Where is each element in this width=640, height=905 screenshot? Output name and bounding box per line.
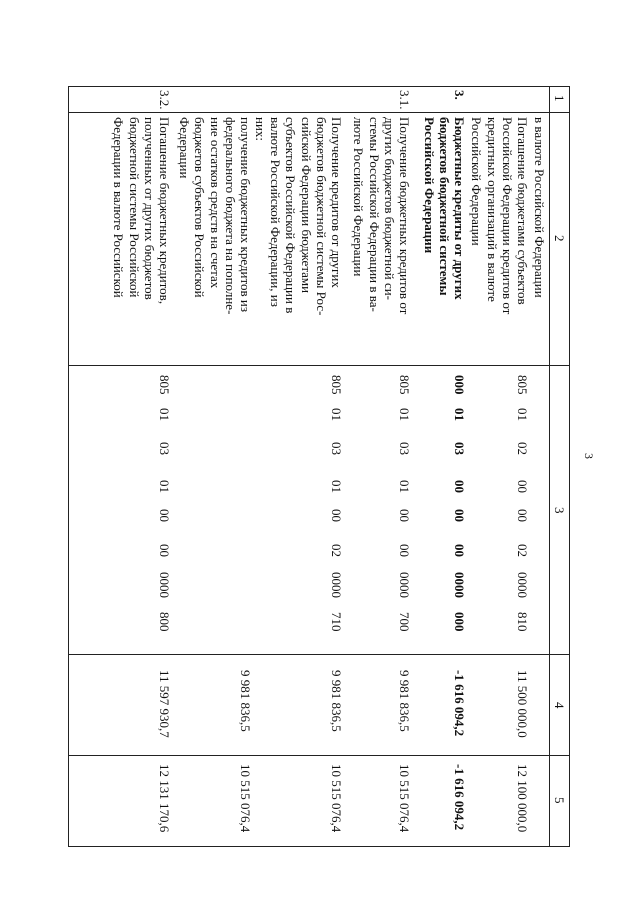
value-col-4: 9 981 836,5 <box>397 670 412 732</box>
budget-code-part: 00 <box>329 509 344 522</box>
budget-code-part: 00 <box>397 509 412 522</box>
budget-code-part: 00 <box>452 509 467 522</box>
value-col-4: -1 616 094,2 <box>452 670 467 737</box>
value-col-4: 11 597 930,7 <box>157 670 172 738</box>
value-col-5: -1 616 094,2 <box>452 764 467 831</box>
column-divider <box>69 755 569 756</box>
value-col-4: 9 981 836,5 <box>329 670 344 732</box>
row-description: Погашение бюджетных кредитов, полученных от других бюджетов бюджетной системы Российской Федерации в валюте Российской <box>111 117 172 305</box>
budget-code-part: 01 <box>157 480 172 493</box>
budget-code-part: 01 <box>329 480 344 493</box>
budget-code-part: 805 <box>397 375 412 395</box>
budget-code-part: 03 <box>157 442 172 455</box>
value-col-5: 12 131 170,6 <box>157 764 172 833</box>
column-header-1: 1 <box>552 95 567 102</box>
column-divider <box>69 365 569 366</box>
page-number: 3 <box>582 453 596 459</box>
budget-code-part: 0000 <box>452 572 467 598</box>
budget-code-part: 01 <box>329 408 344 421</box>
value-col-4: 9 981 836,5 <box>238 670 253 732</box>
budget-code-part: 700 <box>397 612 412 632</box>
budget-table <box>68 86 570 847</box>
row-number: 3.2. <box>157 90 172 110</box>
value-col-4: 11 500 000,0 <box>515 670 530 738</box>
budget-code-part: 000 <box>452 612 467 632</box>
budget-code-part: 805 <box>329 375 344 395</box>
row-description: Получение кредитов от других бюджетов бюджетной системы Рос- сийской Федерации бюджетами субъектов Российской Федерации в валюте Российской Федерации, из них: <box>252 117 344 316</box>
value-col-5: 10 515 076,4 <box>329 764 344 833</box>
row-number: 3.1. <box>397 90 412 110</box>
budget-code-part: 00 <box>157 509 172 522</box>
budget-code-part: 03 <box>397 442 412 455</box>
row-description: получение бюджетных кредитов из федерального бюджета на пополне- ние остатков средств на счетах бюджетов субъектов Российской Федерации <box>177 117 253 315</box>
budget-code-part: 000 <box>452 375 467 395</box>
value-col-5: 10 515 076,4 <box>238 764 253 833</box>
budget-code-part: 0000 <box>329 572 344 598</box>
row-description: Погашение бюджетами субъектов Российской Федерации кредитов от кредитных организаций в валюте Российской Федерации <box>469 117 530 315</box>
column-header-4: 4 <box>552 702 567 709</box>
budget-code-part: 00 <box>515 509 530 522</box>
column-divider <box>69 654 569 655</box>
column-header-2: 2 <box>552 235 567 242</box>
budget-code-part: 02 <box>329 544 344 557</box>
budget-code-part: 03 <box>452 442 467 455</box>
budget-code-part: 0000 <box>515 572 530 598</box>
budget-code-part: 01 <box>157 408 172 421</box>
row-number: 3. <box>452 90 467 100</box>
budget-code-part: 02 <box>515 544 530 557</box>
budget-code-part: 00 <box>452 480 467 493</box>
row-description: в валюте Российской Федерации <box>532 117 547 298</box>
header-divider <box>549 87 550 846</box>
budget-code-part: 00 <box>157 544 172 557</box>
budget-code-part: 805 <box>515 375 530 395</box>
value-col-5: 10 515 076,4 <box>397 764 412 833</box>
budget-code-part: 00 <box>515 480 530 493</box>
budget-code-part: 810 <box>515 612 530 632</box>
column-header-5: 5 <box>552 797 567 804</box>
budget-code-part: 02 <box>515 442 530 455</box>
budget-code-part: 710 <box>329 612 344 632</box>
budget-code-part: 01 <box>515 408 530 421</box>
budget-code-part: 00 <box>397 544 412 557</box>
budget-code-part: 01 <box>397 480 412 493</box>
budget-code-part: 03 <box>329 442 344 455</box>
budget-code-part: 00 <box>452 544 467 557</box>
column-header-3: 3 <box>552 507 567 514</box>
budget-code-part: 01 <box>397 408 412 421</box>
column-divider <box>69 112 569 113</box>
budget-code-part: 805 <box>157 375 172 395</box>
row-description: Бюджетные кредиты от других бюджетов бюджетной системы Российской Федерации <box>421 117 467 300</box>
budget-code-part: 800 <box>157 612 172 632</box>
row-description: Получение бюджетных кредитов от других бюджетов бюджетной си- стемы Российской Федерации в ва- люте Российской Федерации <box>351 117 412 315</box>
budget-code-part: 0000 <box>397 572 412 598</box>
budget-code-part: 01 <box>452 408 467 421</box>
budget-code-part: 0000 <box>157 572 172 598</box>
value-col-5: 12 100 000,0 <box>515 764 530 833</box>
